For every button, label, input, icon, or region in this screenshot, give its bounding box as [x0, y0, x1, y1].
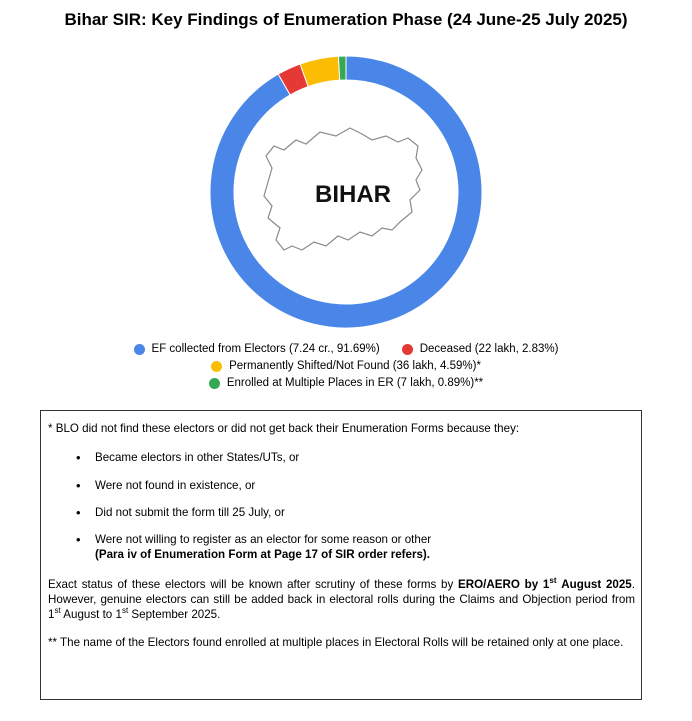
status-text-1: Exact status of these electors will be known after scrutiny of these forms by [48, 577, 459, 591]
legend-item-multiple [209, 377, 483, 389]
legend-dot-deceased [402, 344, 413, 355]
status-text-2: . However, genuine electors can still be added back in electoral rolls during the Claims and Objection period from 1 [48, 577, 635, 622]
status-bold-1: ERO/AERO by 1 [458, 577, 550, 591]
footnote-intro: * BLO did not find these electors or did not get back their Enumeration Forms because they: [48, 422, 520, 435]
legend-item-ef-collected [134, 343, 380, 355]
donut-slice-shifted [300, 56, 340, 86]
legend-row-2 [0, 360, 692, 372]
donut-slice-multiple [338, 56, 346, 80]
legend-row-1 [0, 343, 692, 355]
status-sup-2: st [54, 606, 61, 616]
reason-text: Became electors in other States/UTs, or [95, 451, 300, 465]
reason-reference: (Para iv of Enumeration Form at Page 17 of SIR order refers). [95, 548, 431, 562]
legend-label-deceased: Deceased (22 lakh, 2.83%) [419, 343, 559, 355]
legend-label-shifted: Permanently Shifted/Not Found (36 lakh, 4.59%)* [229, 360, 481, 372]
legend-dot-multiple [209, 378, 220, 389]
legend-item-deceased [402, 343, 559, 355]
legend-dot-ef-collected [134, 344, 145, 355]
reason-item [76, 505, 635, 520]
legend-label-multiple: Enrolled at Multiple Places in ER (7 lakh, 0.89%)** [226, 377, 484, 389]
reasons-list [48, 450, 635, 562]
status-sup-1: st [549, 575, 557, 585]
reason-item [76, 532, 635, 563]
status-sup-3: st [121, 606, 129, 616]
footnote-box [40, 410, 642, 700]
status-text-3: August to 1 [60, 608, 122, 622]
map-center-label: BIHAR [315, 181, 391, 208]
reason-text: Did not submit the form till 25 July, or [95, 505, 285, 519]
reason-text: Were not willing to register as an elector for some reason or other [95, 533, 432, 547]
status-text-4: September 2025. [128, 608, 221, 622]
reason-item [76, 450, 635, 465]
legend-item-shifted [211, 360, 481, 372]
donut-chart [0, 0, 692, 345]
status-paragraph [48, 577, 635, 623]
reason-text: Were not found in existence, or [95, 478, 256, 492]
legend-label-ef-collected: EF collected from Electors (7.24 cr., 91.69%) [151, 343, 380, 355]
chart-title: Bihar SIR: Key Findings of Enumeration Phase (24 June-25 July 2025) [64, 10, 628, 29]
status-bold-2: August 2025 [561, 577, 632, 591]
reason-item [76, 478, 635, 493]
legend-row-3 [0, 377, 692, 389]
multiple-enrolment-note: ** The name of the Electors found enrolled at multiple places in Electoral Rolls will be retained only at one place. [48, 635, 624, 649]
legend-dot-shifted [211, 361, 222, 372]
